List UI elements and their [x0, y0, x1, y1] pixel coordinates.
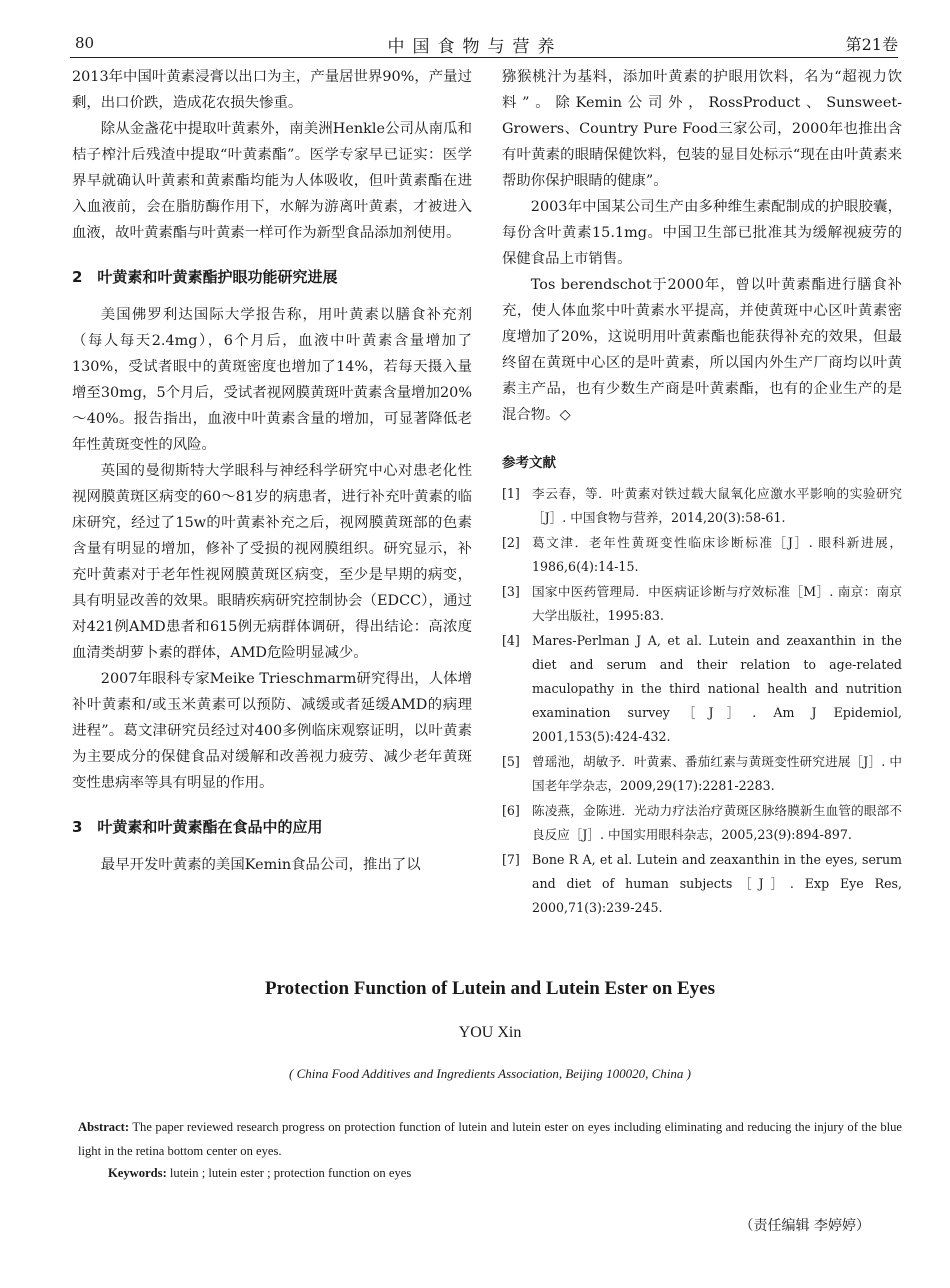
- paragraph: 2003年中国某公司生产由多种维生素配制成的护眼胶囊，每份含叶黄素15.1mg。中国卫生部已批准其为缓解视疲劳的保健食品上市销售。: [502, 199, 902, 267]
- paragraph: 猕猴桃汁为基料，添加叶黄素的护眼用饮料，名为“超视力饮料”。除Kemin公司外，RossProduct、Sunsweet-Growers、Country Pure Food三家公司，2000年也推出含有叶黄素的眼睛保健饮料，包装的显目处标示“现在由叶黄素来帮助你保护眼睛的健康”。: [502, 69, 902, 189]
- section-heading: 3 叶黄素和叶黄素酯在食品中的应用: [72, 818, 323, 836]
- abstract-label: Abstract:: [78, 1120, 130, 1134]
- reference-text: 葛文津．老年性黄斑变性临床诊断标准［J］. 眼科新进展，1986,6(4):14-15.: [532, 535, 902, 574]
- paragraph: 2013年中国叶黄素浸膏以出口为主，产量居世界90%，产量过剩，出口价跌，造成花农损失惨重。: [72, 69, 472, 111]
- reference-list: [502, 482, 902, 920]
- reference-text: 李云春，等．叶黄素对铁过载大鼠氧化应激水平影响的实验研究［J］. 中国食物与营养，2014,20(3):58-61.: [532, 486, 902, 525]
- english-keywords: [108, 1166, 411, 1181]
- reference-item: [502, 580, 902, 628]
- reference-number: [2]: [502, 535, 520, 550]
- paragraph: 最早开发叶黄素的美国Kemin食品公司，推出了以: [100, 857, 421, 873]
- reference-text: 国家中医药管理局．中医病证诊断与疗效标准［M］. 南京：南京大学出版社，1995:83.: [532, 584, 902, 623]
- header-rule: [70, 57, 898, 58]
- english-title: Protection Function of Lutein and Lutein Ester on Eyes: [264, 978, 716, 999]
- paragraph: 除从金盏花中提取叶黄素外，南美洲Henkle公司从南瓜和桔子榨汁后残渣中提取“叶黄素酯”。医学专家早已证实：医学界早就确认叶黄素和黄素酯均能为人体吸收，但叶黄素酯在进入血液前，会在脂肪酶作用下，水解为游离叶黄素，才被进入血液，故叶黄素酯与叶黄素一样可作为新型食品添加剂使用。: [72, 121, 472, 241]
- right-column: [502, 64, 902, 921]
- journal-name: 中国食物与营养: [387, 37, 563, 57]
- reference-text: Bone R A, et al. Lutein and zeaxanthin in the eyes, serum and diet of human subjects［J］. Exp Eye Res, 2000,71(3):239-245.: [532, 852, 902, 915]
- english-author: YOU Xin: [458, 1024, 522, 1041]
- reference-number: [5]: [502, 754, 520, 769]
- volume-label: 第21卷: [845, 35, 898, 54]
- keywords-text: lutein ; lutein ester ; protection function on eyes: [166, 1166, 412, 1180]
- reference-number: [6]: [502, 803, 520, 818]
- references-heading: 参考文献: [502, 455, 556, 471]
- reference-text: Mares-Perlman J A, et al. Lutein and zeaxanthin in the diet and serum and their relation to age-related maculopathy in the third national health and nutrition examination survey［J］. Am J Epidemiol, 2001,153(5):424-432.: [532, 633, 902, 744]
- reference-item: [502, 848, 902, 920]
- reference-item: [502, 799, 902, 847]
- page-header: [0, 0, 950, 56]
- left-column: [72, 64, 472, 878]
- page-number: 80: [75, 34, 95, 52]
- english-affiliation: ( China Food Additives and Ingredients Association, Beijing 100020, China ): [288, 1066, 691, 1081]
- section-heading: 2 叶黄素和叶黄素酯护眼功能研究进展: [72, 268, 338, 286]
- reference-item: [502, 750, 902, 798]
- paragraph: 2007年眼科专家Meike Trieschmarm研究得出，人体增补叶黄素和/或玉米黄素可以预防、减缓或者延缓AMD的病理进程”。葛文津研究员经过对400多例临床观察证明，以叶黄素为主要成分的保健食品对缓解和改善视力疲劳、减少老年黄斑变性患病率等具有明显的作用。: [72, 671, 472, 791]
- reference-item: [502, 482, 902, 530]
- reference-item: [502, 531, 902, 579]
- reference-number: [3]: [502, 584, 520, 599]
- reference-number: [1]: [502, 486, 520, 501]
- responsible-editor: （责任编辑 李婷婷）: [739, 1218, 870, 1234]
- paragraph: 英国的曼彻斯特大学眼科与神经科学研究中心对患老化性视网膜黄斑区病变的60～81岁的病患者，进行补充叶黄素的临床研究，经过了15w的叶黄素补充之后，视网膜黄斑部的色素含量有明显的增加，修补了受损的视网膜组织。研究显示，补充叶黄素对于老年性视网膜黄斑区病变，至少是早期的病变，具有明显改善的效果。眼睛疾病研究控制协会（EDCC），通过对421例AMD患者和615例无病群体调研，得出结论：高浓度血清类胡萝卜素的群体，AMD危险明显减少。: [72, 463, 472, 661]
- reference-text: 曾瑶池，胡敏予．叶黄素、番茄红素与黄斑变性研究进展［J］. 中国老年学杂志，2009,29(17):2281-2283.: [532, 754, 902, 793]
- reference-number: [4]: [502, 633, 520, 648]
- keywords-label: Keywords:: [108, 1166, 167, 1180]
- abstract-text: The paper reviewed research progress on protection function of lutein and lutein ester on eyes including eliminating and reducing the injury of the blue light in the retina bottom center on eyes.: [78, 1120, 902, 1158]
- paragraph: Tos berendschot于2000年，曾以叶黄素酯进行膳食补充，使人体血浆中叶黄素水平提高，并使黄斑中心区叶黄素密度增加了20%，这说明用叶黄素酯也能获得补充的效果，但最终留在黄斑中心区的是叶黄素，所以国内外生产厂商均以叶黄素主产品，也有少数生产商是叶黄素酯，也有的企业生产的是混合物。◇: [502, 277, 902, 423]
- paragraph: 美国佛罗利达国际大学报告称，用叶黄素以膳食补充剂（每人每天2.4mg），6个月后，血液中叶黄素含量增加了130%，受试者眼中的黄斑密度也增加了14%，若每天摄入量增至30mg，5个月后，受试者视网膜黄斑叶黄素含量增加20%～40%。报告指出，血液中叶黄素含量的增加，可显著降低老年性黄斑变性的风险。: [72, 307, 472, 453]
- english-abstract: [78, 1115, 902, 1163]
- reference-item: [502, 629, 902, 749]
- reference-number: [7]: [502, 852, 520, 867]
- reference-text: 陈凌燕，金陈进．光动力疗法治疗黄斑区脉络膜新生血管的眼部不良反应［J］. 中国实用眼科杂志，2005,23(9):894-897.: [532, 803, 902, 842]
